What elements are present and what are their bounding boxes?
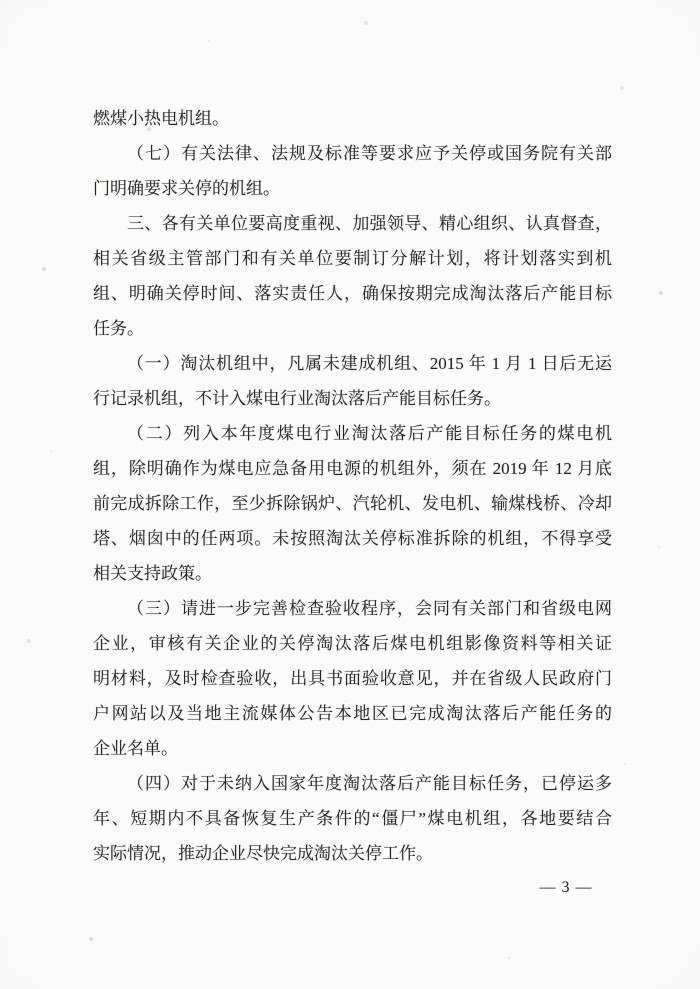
- text-line: 组、明确关停时间、落实责任人，确保按期完成淘汰落后产能目标: [93, 284, 612, 303]
- text-line: 门明确要求关停的机组。: [93, 179, 280, 198]
- text-line: 相关支持政策。: [93, 564, 212, 583]
- text-line: 明材料，及时检查验收，出具书面验收意见，并在省级人民政府门: [93, 669, 612, 688]
- text-line: 年、短期内不具备恢复生产条件的“僵尸”煤电机组，各地要结合: [93, 809, 612, 828]
- text-line: （一）淘汰机组中，凡属未建成机组、2015 年 1 月 1 日后无运: [127, 354, 612, 373]
- text-line: 企业，审核有关企业的关停淘汰落后煤电机组影像资料等相关证: [93, 634, 612, 653]
- text-line: 相关省级主管部门和有关单位要制订分解计划，将计划落实到机: [93, 249, 612, 268]
- text-line: 实际情况，推动企业尽快完成淘汰关停工作。: [93, 844, 433, 863]
- page-number: — 3 —: [539, 879, 593, 896]
- document-body: [93, 101, 612, 871]
- text-line: 组，除明确作为煤电应急备用电源的机组外，须在 2019 年 12 月底: [93, 459, 612, 478]
- scan-noise-speckles: [0, 0, 2, 2]
- text-line: （四）对于未纳入国家年度淘汰落后产能目标任务，已停运多: [127, 774, 612, 793]
- text-line: 企业名单。: [93, 739, 178, 758]
- text-line: 前完成拆除工作，至少拆除锅炉、汽轮机、发电机、输煤栈桥、冷却: [93, 494, 612, 513]
- text-line: 塔、烟囱中的任两项。未按照淘汰关停标准拆除的机组，不得享受: [93, 529, 612, 548]
- text-line: 行记录机组，不计入煤电行业淘汰落后产能目标任务。: [93, 389, 501, 408]
- text-line: 任务。: [93, 319, 144, 338]
- text-line: 燃煤小热电机组。: [93, 109, 229, 128]
- text-line: （三）请进一步完善检查验收程序，会同有关部门和省级电网: [127, 599, 612, 618]
- text-line: （二）列入本年度煤电行业淘汰落后产能目标任务的煤电机: [127, 424, 612, 443]
- text-line: 三、各有关单位要高度重视、加强领导、精心组织、认真督查，: [127, 214, 612, 233]
- text-line: （七）有关法律、法规及标准等要求应予关停或国务院有关部: [127, 144, 612, 163]
- text-line: 户网站以及当地主流媒体公告本地区已完成淘汰落后产能任务的: [93, 704, 612, 723]
